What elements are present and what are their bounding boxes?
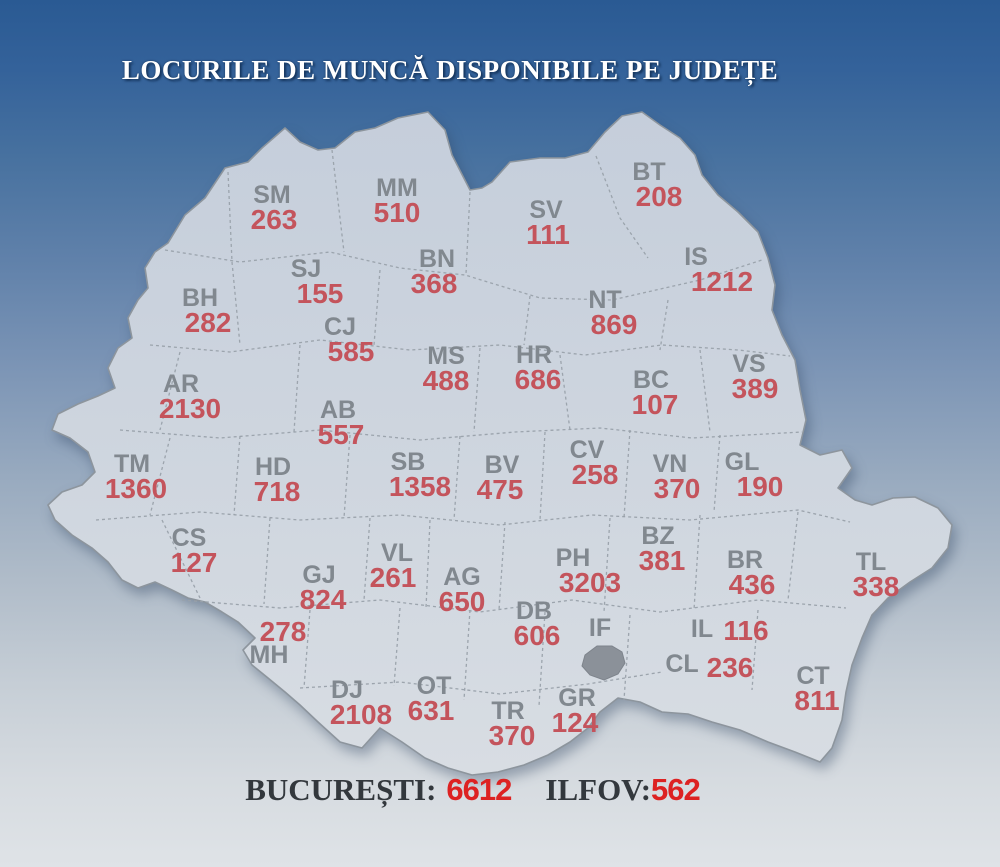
county-code-AR: AR <box>162 370 200 398</box>
county-value-GR: 124 <box>551 707 599 738</box>
county-code-BV: BV <box>484 451 520 479</box>
county-code-GJ: GJ <box>302 561 336 589</box>
county-value-BV: 475 <box>476 474 524 505</box>
footer-totals <box>0 772 945 808</box>
page-title: LOCURILE DE MUNCĂ DISPONIBILE PE JUDEȚE <box>121 55 779 85</box>
county-value-CJ: 585 <box>327 336 375 367</box>
county-value-MM: 510 <box>373 197 421 228</box>
county-value-BZ: 381 <box>638 545 686 576</box>
county-value-VL: 261 <box>369 562 417 593</box>
county-value-CL: 236 <box>706 652 754 683</box>
county-code-AB: AB <box>319 396 357 424</box>
county-value-VS: 389 <box>731 373 779 404</box>
county-code-BR: BR <box>726 546 764 574</box>
county-code-MH: MH <box>249 641 289 669</box>
county-code-NT: NT <box>588 286 622 314</box>
county-code-SJ: SJ <box>290 255 322 283</box>
county-value-MS: 488 <box>422 365 470 396</box>
bucharest-label: BUCUREȘTI: <box>245 772 437 807</box>
county-value-SB: 1358 <box>388 471 452 502</box>
county-value-VN: 370 <box>653 473 701 504</box>
county-value-NT: 869 <box>590 309 638 340</box>
county-code-PH: PH <box>555 544 591 572</box>
county-value-SJ: 155 <box>296 278 344 309</box>
county-code-GR: GR <box>558 684 596 712</box>
county-code-BT: BT <box>632 158 666 186</box>
county-value-TR: 370 <box>488 720 536 751</box>
county-code-HR: HR <box>515 341 553 369</box>
ilfov-value: 562 <box>651 772 700 807</box>
county-value-GJ: 824 <box>299 584 347 615</box>
county-code-TR: TR <box>491 697 525 725</box>
county-code-IS: IS <box>684 243 708 271</box>
county-code-VN: VN <box>652 450 688 478</box>
county-code-CV: CV <box>569 436 605 464</box>
county-value-GL: 190 <box>736 471 784 502</box>
bucharest-value: 6612 <box>446 772 512 807</box>
county-value-BT: 208 <box>635 181 683 212</box>
county-value-SM: 263 <box>250 204 298 235</box>
county-code-VL: VL <box>381 539 413 567</box>
county-value-HR: 686 <box>514 364 562 395</box>
county-code-BN: BN <box>418 245 456 273</box>
county-code-TM: TM <box>113 450 151 478</box>
county-value-BR: 436 <box>728 569 776 600</box>
county-code-VS: VS <box>732 350 766 378</box>
county-code-IF: IF <box>588 614 612 642</box>
county-value-CT: 811 <box>794 685 840 716</box>
county-value-SV: 111 <box>526 219 570 250</box>
county-code-HD: HD <box>254 453 292 481</box>
county-code-IL: IL <box>690 615 714 643</box>
county-code-GL: GL <box>724 448 760 476</box>
county-value-BN: 368 <box>410 268 458 299</box>
county-code-BZ: BZ <box>641 522 675 550</box>
county-value-AG: 650 <box>438 586 486 617</box>
county-code-CL: CL <box>665 650 699 678</box>
county-code-CS: CS <box>171 524 207 552</box>
county-value-CV: 258 <box>571 459 619 490</box>
county-code-SB: SB <box>390 448 426 476</box>
county-value-PH: 3203 <box>558 567 622 598</box>
county-value-IS: 1212 <box>690 266 754 297</box>
county-code-AG: AG <box>443 563 481 591</box>
county-value-DB: 606 <box>513 620 561 651</box>
county-code-SM: SM <box>253 181 291 209</box>
county-code-CJ: CJ <box>324 313 356 341</box>
county-code-BH: BH <box>181 284 219 312</box>
county-code-BC: BC <box>632 366 670 394</box>
county-code-MS: MS <box>427 342 465 370</box>
county-code-CT: CT <box>796 662 830 690</box>
county-code-TL: TL <box>855 548 887 576</box>
county-code-DB: DB <box>515 597 553 625</box>
county-value-MH: 278 <box>259 616 307 647</box>
county-value-AB: 557 <box>317 419 365 450</box>
county-code-SV: SV <box>529 196 563 224</box>
county-value-AR: 2130 <box>158 393 222 424</box>
county-value-TL: 338 <box>852 571 900 602</box>
county-value-HD: 718 <box>253 476 301 507</box>
county-value-IL: 116 <box>723 615 769 646</box>
county-code-DJ: DJ <box>331 676 363 704</box>
county-code-MM: MM <box>376 174 418 202</box>
county-code-OT: OT <box>416 672 452 700</box>
county-value-TM: 1360 <box>104 473 168 504</box>
county-value-BC: 107 <box>631 389 679 420</box>
county-value-CS: 127 <box>170 547 218 578</box>
ilfov-label: ILFOV: <box>545 772 652 807</box>
county-value-DJ: 2108 <box>329 699 393 730</box>
county-value-OT: 631 <box>407 695 455 726</box>
county-value-BH: 282 <box>184 307 232 338</box>
